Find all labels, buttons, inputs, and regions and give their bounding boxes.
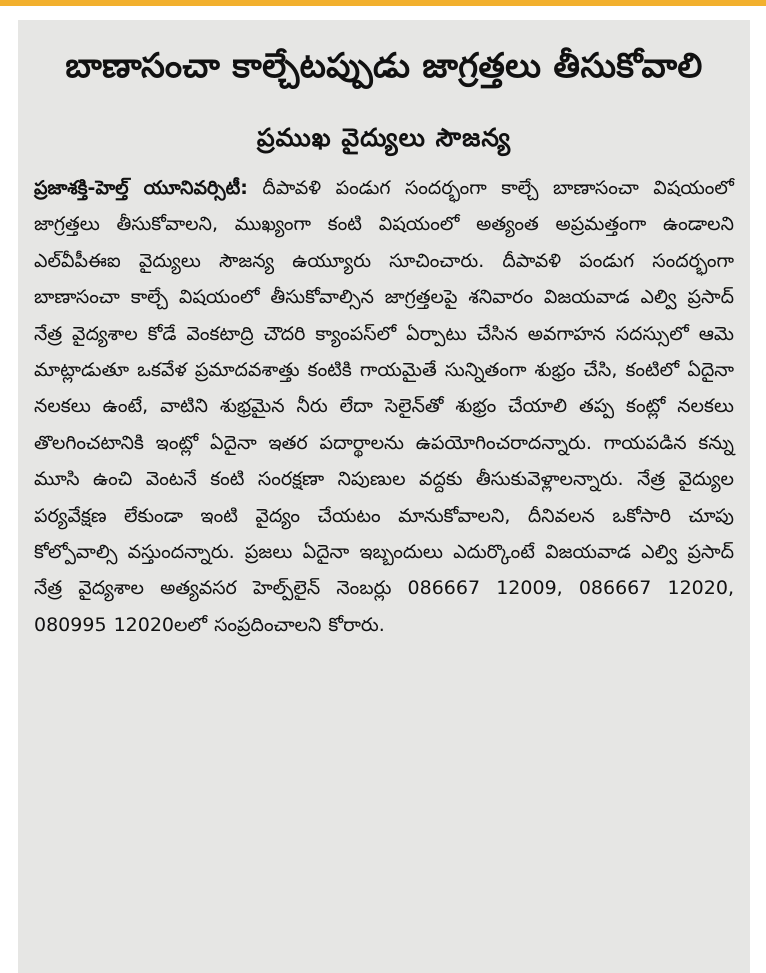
headline: బాణాసంచా కాల్చేటప్పుడు జాగ్రత్తలు తీసుకోవాలి bbox=[65, 46, 703, 86]
top-accent-bar bbox=[0, 0, 766, 6]
article-body bbox=[34, 170, 734, 643]
subheadline: ప్రముఖ వైద్యులు సౌజన్య bbox=[256, 123, 512, 152]
dateline: ప్రజాశక్తి-హెల్త్ యూనివర్సిటీ: bbox=[34, 177, 248, 199]
article-body-text: దీపావళి పండుగ సందర్భంగా కాల్చే బాణాసంచా విషయంలో జాగ్రత్తలు తీసుకోవాలని, ముఖ్యంగా కంటి విషయంలో అత్యంత అప్రమత్తంగా ఉండాలని ఎల్‌వీపీఈఐ వైద్యులు సౌజన్య ఉయ్యూరు సూచించారు. దీపావళి పండుగ సందర్భంగా బాణాసంచా కాల్చే విషయంలో తీసుకోవాల్సిన జాగ్రత్తలపై శనివారం విజయవాడ ఎల్వి ప్రసాద్ నేత్ర వైద్యశాల కోడే వెంకటాద్రి చౌదరి క్యాంపస్‌లో ఏర్పాటు చేసిన అవగాహన సదస్సులో ఆమె మాట్లాడుతూ ఒకవేళ ప్రమాదవశాత్తు కంటికి గాయమైతే సున్నితంగా శుభ్రం చేసి, కంటిలో ఏదైనా నలకలు ఉంటే, వాటిని శుభ్రమైన నీరు లేదా సెలైన్‌తో శుభ్రం చేయాలి తప్ప కంట్లో నలకలు తొలగించటానికి ఇంట్లో ఏదైనా ఇతర పదార్థాలను ఉపయోగించరాదన్నారు. గాయపడిన కన్ను మూసి ఉంచి వెంటనే కంటి సంరక్షణా నిపుణుల వద్దకు తీసుకువెళ్లాలన్నారు. నేత్ర వైద్యుల పర్యవేక్షణ లేకుండా ఇంటి వైద్యం చేయటం మానుకోవాలని, దీనివలన ఒకోసారి చూపు కోల్పోవాల్సి వస్తుందన్నారు. ప్రజలు ఏదైనా ఇబ్బందులు ఎదుర్కొంటే విజయవాడ ఎల్వి ప్రసాద్ నేత్ర వైద్యశాల అత్యవసర హెల్ప్‌లైన్ నెంబర్లు 086667 12009, 086667 12020, 080995 12020లలో సంప్రదించాలని కోరారు. bbox=[34, 177, 734, 636]
newspaper-clipping bbox=[18, 20, 750, 973]
